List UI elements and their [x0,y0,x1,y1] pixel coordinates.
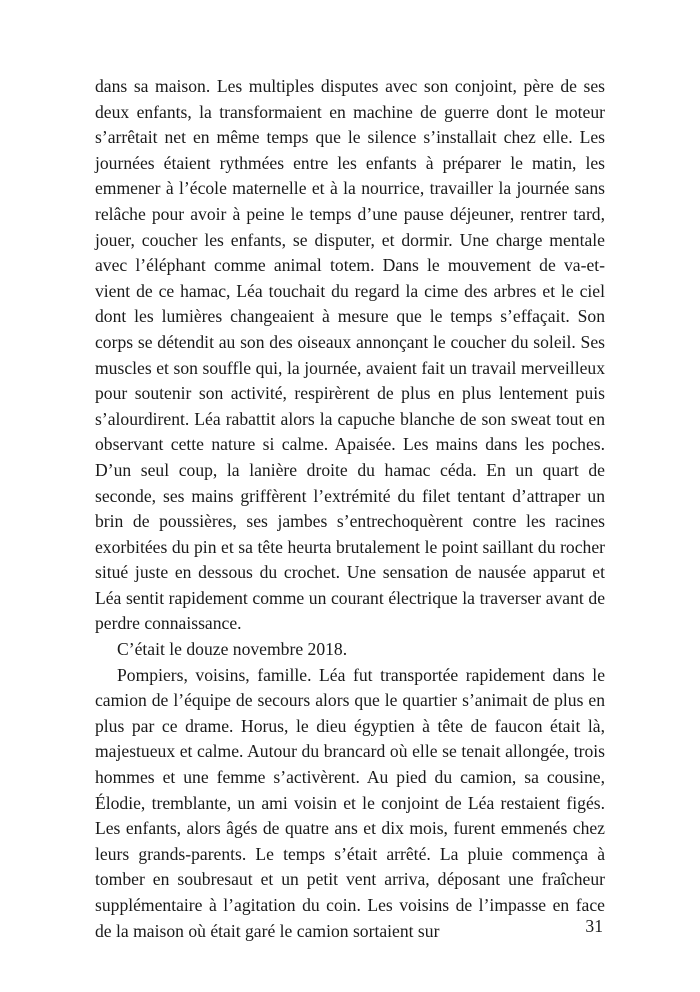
page-number: 31 [585,916,603,936]
paragraph-rescue: Pompiers, voisins, famille. Léa fut transportée rapidement dans le camion de l’équipe de secours alors que le quartier s’animait de plus en plus par ce drame. Horus, le dieu égyptien à tête de faucon était là, majestueux et calme. Autour du brancard où elle se tenait allongée, trois hommes et une femme s’activèrent. Au pied du camion, sa cousine, Élodie, tremblante, un ami voisin et le conjoint de Léa restaient figés. Les enfants, alors âgés de quatre ans et dix mois, furent emmenés chez leurs grands-parents. Le temps s’était arrêté. La pluie commença à tomber en soubresaut et un petit vent arriva, déposant une fraîcheur supplémentaire à l’agitation du coin. Les voisins de l’impasse en face de la maison où était garé le camion sortaient sur [95,664,605,941]
body-text [95,74,605,944]
paragraph-continuation: dans sa maison. Les multiples disputes avec son conjoint, père de ses deux enfants, la transformaient en machine de guerre dont le moteur s’arrêtait net en même temps que le silence s’installait chez elle. Les journées étaient rythmées entre les enfants à préparer le matin, les emmener à l’école maternelle et à la nourrice, travailler la journée sans relâche pour avoir à peine le temps d’une pause déjeuner, rentrer tard, jouer, coucher les enfants, se disputer, et dormir. Une charge mentale avec l’éléphant comme animal totem. Dans le mouvement de va-et-vient de ce hamac, Léa touchait du regard la cime des arbres et le ciel dont les lumières changeaient à mesure que le temps s’effaçait. Son corps se détendit au son des oiseaux annonçant le coucher du soleil. Ses muscles et son souffle qui, la journée, avaient fait un travail merveilleux pour soutenir son activité, respirèrent de plus en plus lentement puis s’alourdirent. Léa rabattit alors la capuche blanche de son sweat tout en observant cette nature si calme. Apaisée. Les mains dans les poches. D’un seul coup, la lanière droite du hamac céda. En un quart de seconde, ses mains griffèrent l’extrémité du filet tentant d’attraper un brin de poussières, ses jambes s’entrechoquèrent contre les racines exorbitées du pin et sa tête heurta brutalement le point saillant du rocher situé juste en dessous du crochet. Une sensation de nausée apparut et Léa sentit rapidement comme un courant électrique la traverser avant de perdre connaissance. [95,76,605,634]
paragraph-date: C’était le douze novembre 2018. [117,639,348,660]
